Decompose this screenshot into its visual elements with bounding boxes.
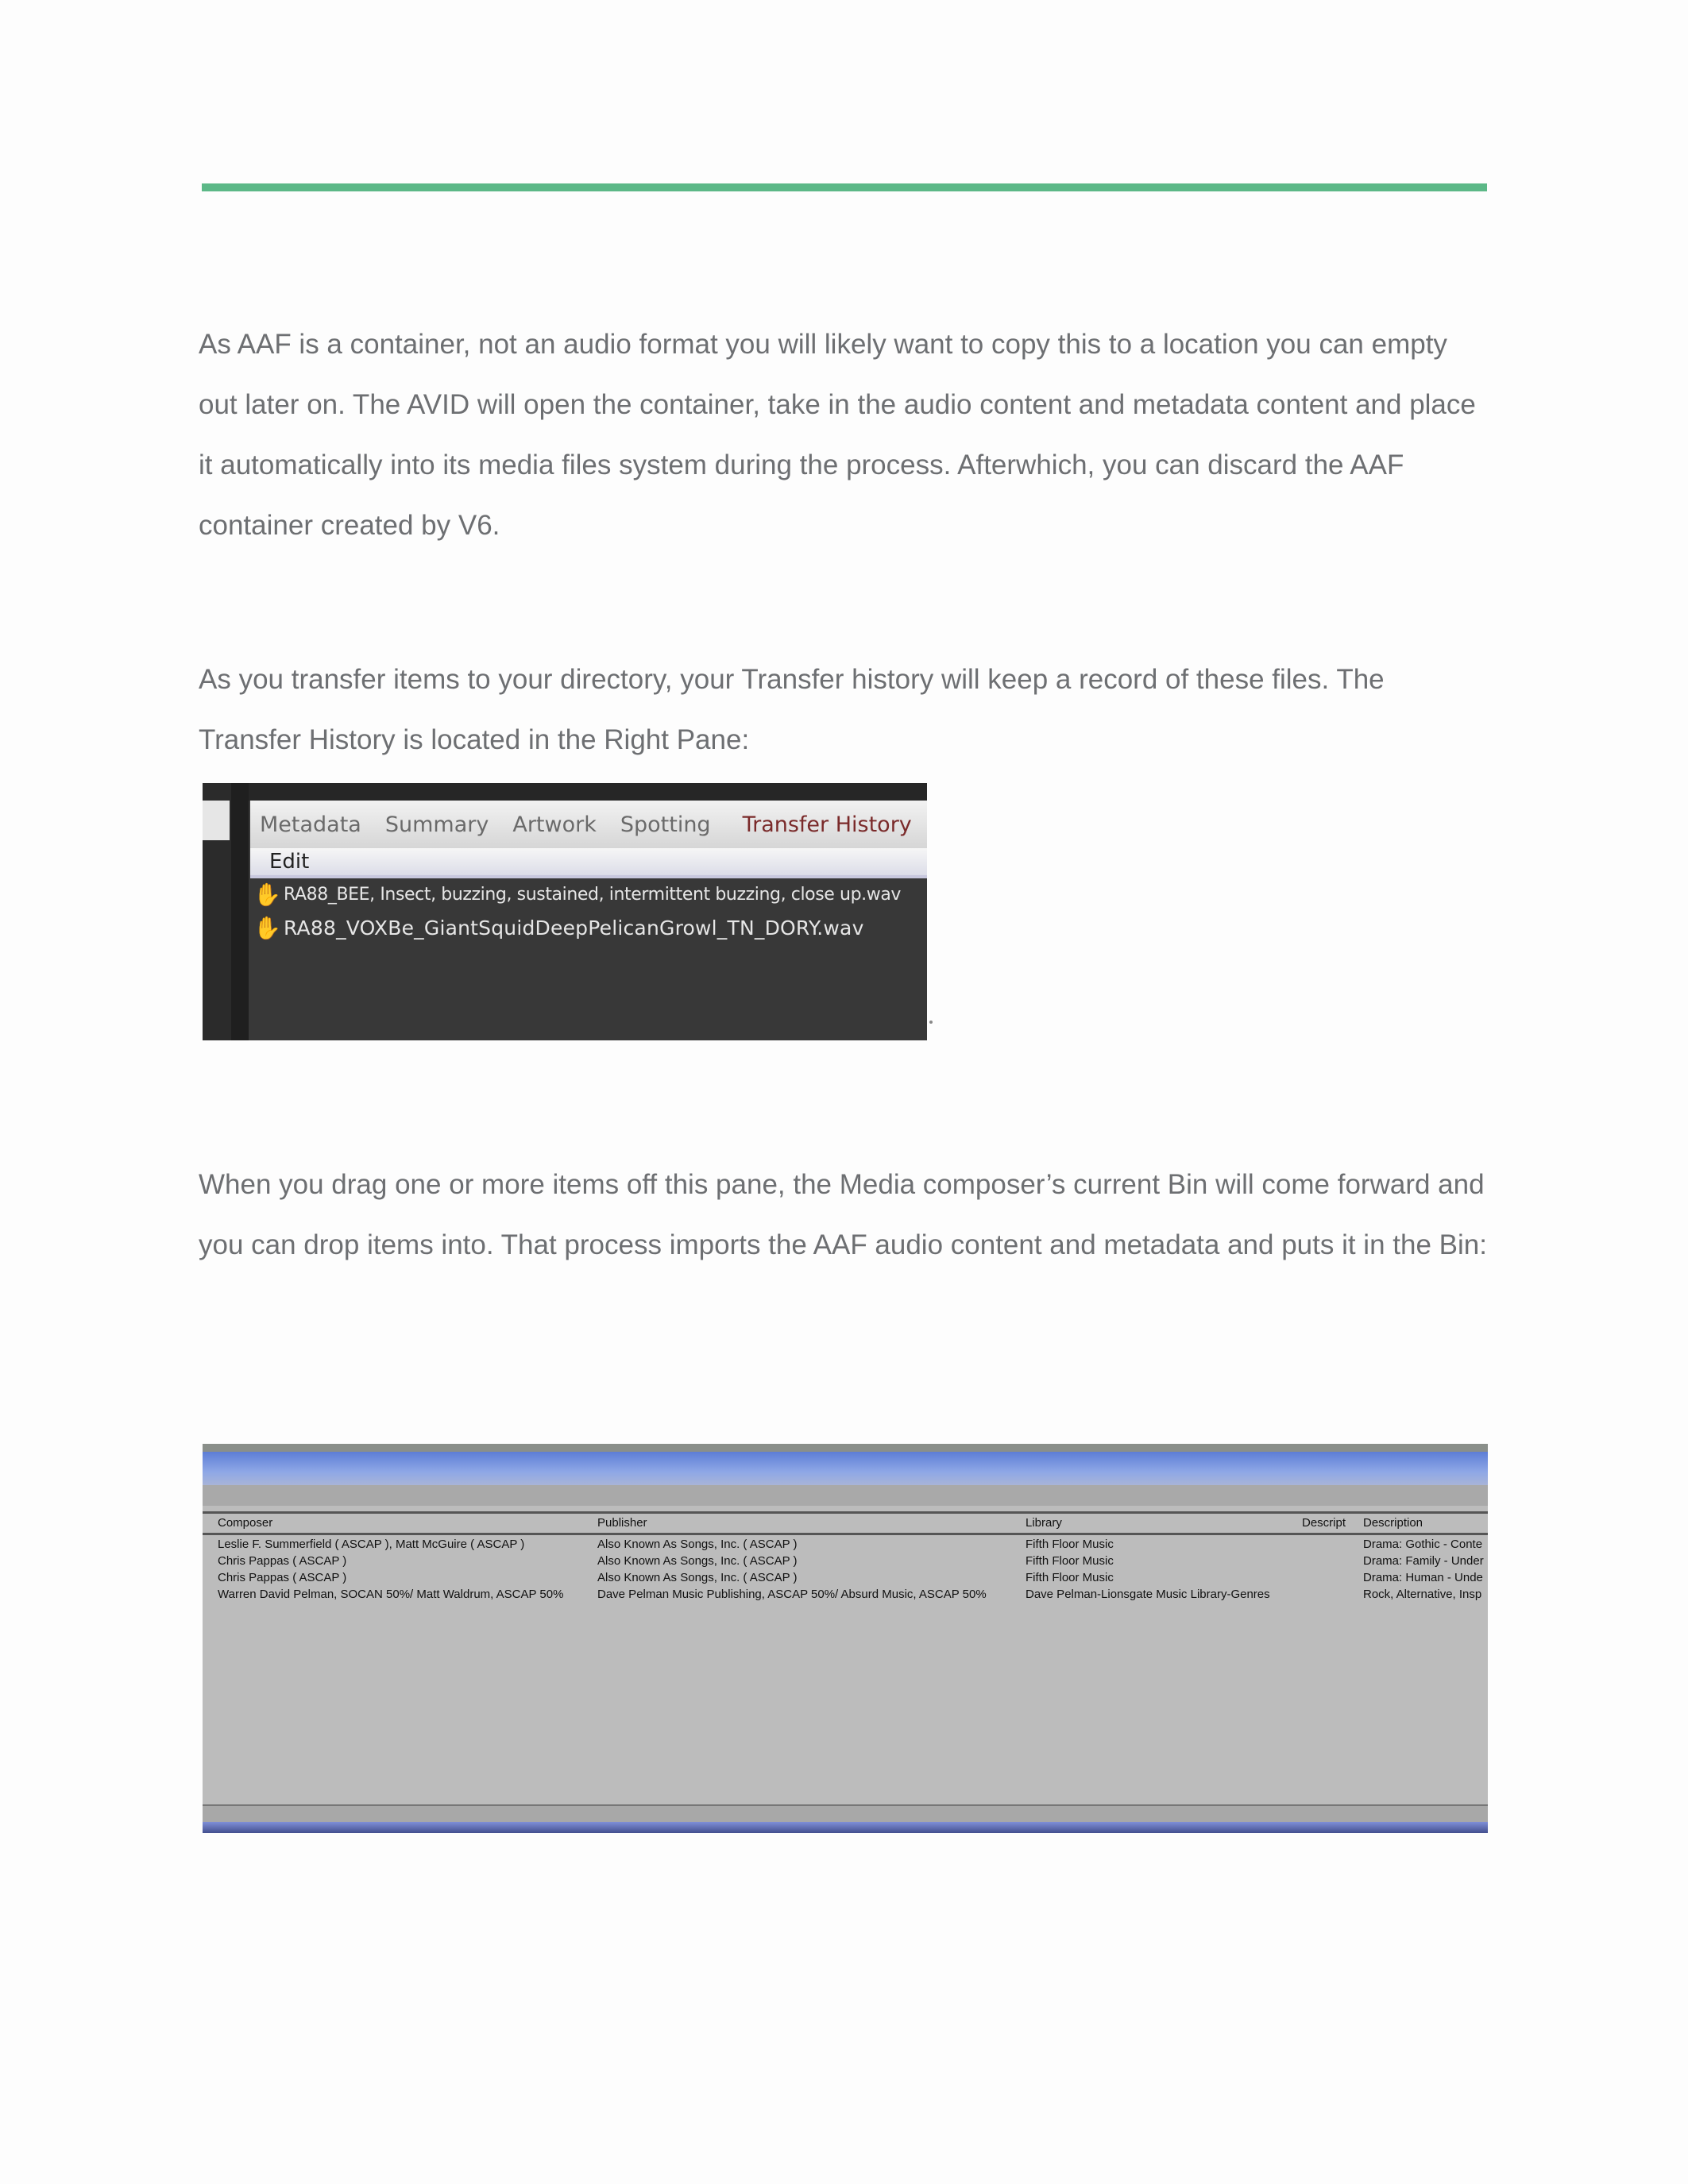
pane-left-tab — [203, 801, 230, 840]
hand-icon: ✋ — [253, 882, 281, 907]
column-header-descript[interactable]: Descript — [1302, 1516, 1346, 1530]
header-rule-bottom — [203, 1533, 1488, 1535]
paragraph-aaf-container: As AAF is a container, not an audio format you will likely want to copy this to a location you can empty out later on. The AVID will open the container, take in the audio content and metadata content and place it automatically into its media files system during the process. Afterwhich, you can discard the AAF container created by V6. — [199, 329, 1476, 541]
pane-tab-bar — [250, 801, 927, 848]
bin-cell-library[interactable]: Fifth Floor Music — [1026, 1538, 1114, 1551]
bin-cell-library[interactable]: Dave Pelman-Lionsgate Music Library-Genres — [1026, 1588, 1270, 1601]
bin-cell-publisher[interactable]: Dave Pelman Music Publishing, ASCAP 50%/ Absurd Music, ASCAP 50% — [597, 1588, 987, 1601]
pane-left-divider — [231, 783, 249, 1040]
bin-cell-library[interactable]: Fifth Floor Music — [1026, 1554, 1114, 1568]
edit-menu-bar — [250, 848, 927, 878]
bin-cell-description[interactable]: Drama: Family - Under — [1363, 1554, 1484, 1568]
bin-bottom-bar — [203, 1822, 1488, 1833]
edit-menu[interactable]: Edit — [269, 850, 310, 874]
trailing-period — [929, 1021, 933, 1024]
tab-artwork[interactable]: Artwork — [512, 812, 597, 837]
transfer-item[interactable] — [250, 878, 927, 910]
bin-cell-description[interactable]: Drama: Human - Unde — [1363, 1571, 1483, 1584]
tab-transfer-history[interactable]: Transfer History — [742, 812, 912, 837]
bin-toolbar — [203, 1485, 1488, 1506]
bin-top-border — [203, 1444, 1488, 1452]
accent-rule — [202, 183, 1487, 191]
bin-cell-library[interactable]: Fifth Floor Music — [1026, 1571, 1114, 1584]
transfer-item-name: RA88_BEE, Insect, buzzing, sustained, intermittent buzzing, close up.wav — [284, 884, 902, 905]
column-header-publisher[interactable]: Publisher — [597, 1516, 647, 1530]
pane-top-border — [203, 783, 927, 801]
column-header-description[interactable]: Description — [1363, 1516, 1423, 1530]
bin-cell-description[interactable]: Rock, Alternative, Insp — [1363, 1588, 1482, 1601]
bin-cell-description[interactable]: Drama: Gothic - Conte — [1363, 1538, 1483, 1551]
column-header-library[interactable]: Library — [1026, 1516, 1062, 1530]
bin-cell-publisher[interactable]: Also Known As Songs, Inc. ( ASCAP ) — [597, 1571, 798, 1584]
bin-screenshot — [203, 1444, 1488, 1833]
tab-summary[interactable]: Summary — [384, 812, 489, 837]
transfer-item[interactable] — [250, 912, 927, 943]
bin-cell-composer[interactable]: Leslie F. Summerfield ( ASCAP ), Matt McGuire ( ASCAP ) — [218, 1538, 525, 1551]
paragraph-bin-import: When you drag one or more items off this pane, the Media composer’s current Bin will come forward and you can drop items into. That process imports the AAF audio content and metadata and puts it in the Bin: — [199, 1169, 1487, 1260]
bin-cell-composer[interactable]: Chris Pappas ( ASCAP ) — [218, 1571, 347, 1584]
bin-status-bar — [203, 1806, 1488, 1822]
bin-cell-publisher[interactable]: Also Known As Songs, Inc. ( ASCAP ) — [597, 1554, 798, 1568]
transfer-history-screenshot — [203, 783, 927, 1040]
bin-title-bar[interactable] — [203, 1452, 1488, 1485]
tab-spotting[interactable]: Spotting — [620, 812, 711, 837]
bin-cell-composer[interactable]: Warren David Pelman, SOCAN 50%/ Matt Waldrum, ASCAP 50% — [218, 1588, 564, 1601]
transfer-item-name: RA88_VOXBe_GiantSquidDeepPelicanGrowl_TN_DORY.wav — [284, 916, 864, 940]
paragraph-transfer-history: As you transfer items to your directory, your Transfer history will keep a record of these files. The Transfer History is located in the Right Pane: — [199, 664, 1385, 755]
bin-cell-composer[interactable]: Chris Pappas ( ASCAP ) — [218, 1554, 347, 1568]
hand-icon: ✋ — [253, 915, 281, 940]
header-rule-top — [203, 1511, 1488, 1514]
tab-metadata[interactable]: Metadata — [260, 812, 361, 837]
column-header-composer[interactable]: Composer — [218, 1516, 273, 1530]
bin-cell-publisher[interactable]: Also Known As Songs, Inc. ( ASCAP ) — [597, 1538, 798, 1551]
